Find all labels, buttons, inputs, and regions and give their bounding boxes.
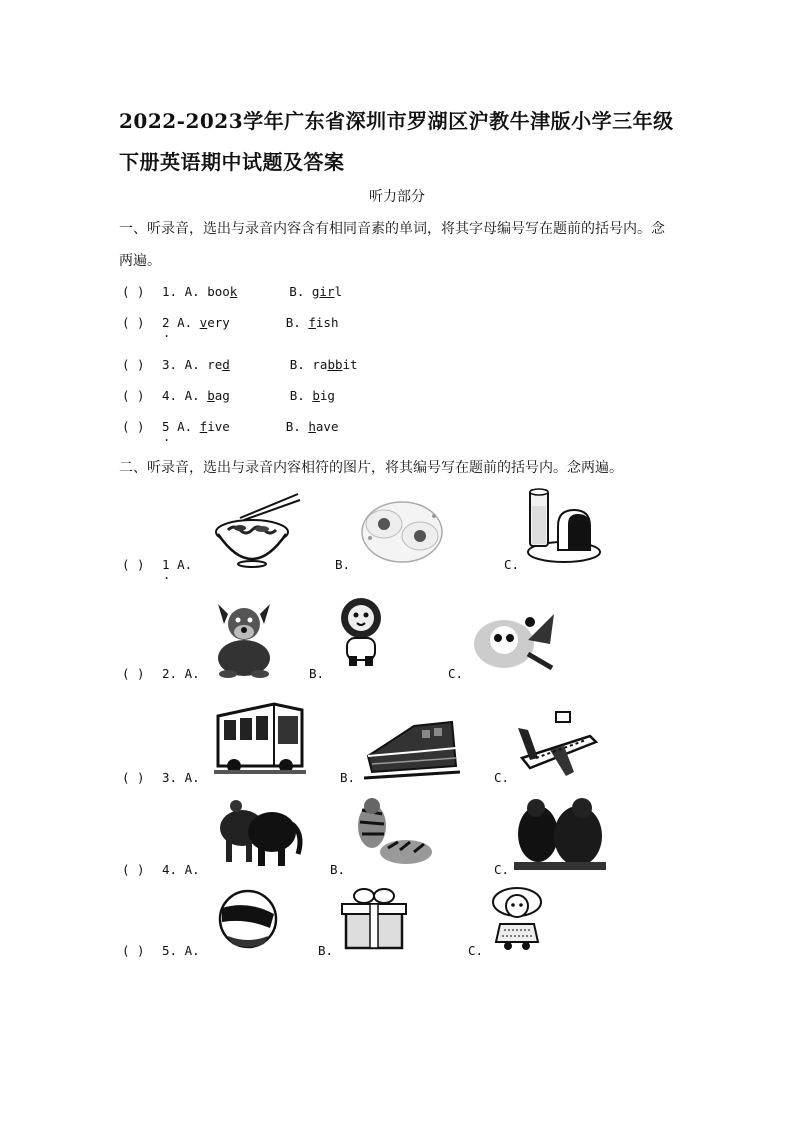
phonics-question [122, 388, 335, 403]
option-c-label: C. [494, 862, 510, 877]
underlined-letters: v [199, 315, 208, 330]
underlined-letters: f [199, 419, 208, 434]
lion-icon [336, 596, 386, 668]
ball-icon [212, 888, 284, 950]
option-b-label: B. [318, 943, 334, 958]
phonics-question [122, 357, 358, 372]
question-number: 4. [162, 388, 178, 403]
answer-blank: ( ) [122, 284, 145, 299]
word-part: it [342, 357, 358, 372]
noodles-icon [210, 488, 302, 568]
option-label: B. [289, 284, 305, 299]
option-label: A. [184, 357, 200, 372]
question-number: 2. [162, 666, 178, 681]
word-part: g [311, 284, 320, 299]
option-label: A. [184, 388, 200, 403]
phonics-question [122, 315, 338, 330]
eggs-icon [358, 496, 448, 566]
picture-question-2 [122, 666, 200, 681]
underlined-letters: ir [319, 284, 335, 299]
part2-instruction: 二、听录音，选出与录音内容相符的图片，将其编号写在题前的括号内。念两遍。 [119, 460, 623, 476]
question-number: 2 . [162, 315, 170, 330]
underlined-letters: b [312, 388, 320, 403]
part1-instruction-line-1: 一、听录音，选出与录音内容含有相同音素的单词，将其字母编号写在题前的括号内。念 [119, 221, 665, 237]
dog-icon [212, 598, 276, 678]
underlined-letters: f [308, 315, 316, 330]
tiger-icon [350, 796, 434, 868]
phonics-question [122, 419, 338, 434]
question-number: 1. [162, 284, 178, 299]
word-part: l [334, 284, 343, 299]
answer-blank: ( ) [122, 357, 145, 372]
option-label: A. [184, 770, 200, 785]
option-c-label: C. [448, 666, 464, 681]
option-label: A. [184, 943, 200, 958]
option-b-label: B. [335, 557, 351, 572]
option-b-label: B. [309, 666, 325, 681]
word-part: ave [315, 419, 339, 434]
panda-icon [468, 600, 560, 674]
option-label: A. [184, 666, 200, 681]
plane-icon [516, 702, 598, 778]
picture-question-4 [122, 862, 200, 877]
answer-blank: ( ) [122, 770, 145, 785]
picture-question-5 [122, 943, 200, 958]
question-number: 5. [162, 943, 178, 958]
underlined-letters: b [207, 388, 215, 403]
bear-icon [514, 798, 606, 872]
word-part: ag [214, 388, 230, 403]
underlined-letters: d [222, 357, 230, 372]
section-heading: 听力部分 [369, 189, 425, 205]
option-label: A. [177, 315, 193, 330]
answer-blank: ( ) [122, 943, 145, 958]
underlined-letters: h [308, 419, 316, 434]
answer-blank: ( ) [122, 862, 145, 877]
option-b-label: B. [340, 770, 356, 785]
option-c-label: C. [468, 943, 484, 958]
gift-icon [338, 886, 410, 952]
option-label: A. [177, 419, 193, 434]
answer-blank: ( ) [122, 666, 145, 681]
train-icon [364, 712, 460, 782]
underlined-letters: bb [327, 357, 343, 372]
option-label: B. [285, 315, 301, 330]
word-part: ive [207, 419, 230, 434]
phonics-question [122, 284, 342, 299]
picture-question-3 [122, 770, 200, 785]
word-part: ig [319, 388, 335, 403]
bus-icon [214, 700, 306, 776]
answer-blank: ( ) [122, 315, 145, 330]
doll-icon [486, 884, 548, 950]
part1-instruction-line-2: 两遍。 [119, 253, 161, 269]
option-label: B. [289, 388, 305, 403]
option-c-label: C. [494, 770, 510, 785]
question-number: 5 . [162, 419, 170, 434]
picture-question-1 [122, 557, 192, 572]
question-number: 3. [162, 770, 178, 785]
answer-blank: ( ) [122, 557, 145, 572]
word-part: ery [207, 315, 230, 330]
elephant-icon [212, 794, 304, 868]
question-number: 3. [162, 357, 178, 372]
word-part: ra [312, 357, 328, 372]
option-label: B. [285, 419, 301, 434]
word-part: boo [207, 284, 230, 299]
answer-blank: ( ) [122, 388, 145, 403]
question-number: 4. [162, 862, 178, 877]
option-c-label: C. [504, 557, 520, 572]
underlined-letters: k [229, 284, 238, 299]
milk-bread-icon [524, 486, 604, 566]
exam-title-line-1: 2022-2023学年广东省深圳市罗湖区沪教牛津版小学三年级 [119, 109, 674, 133]
exam-title-line-2: 下册英语期中试题及答案 [119, 150, 345, 174]
option-label: A. [184, 284, 200, 299]
answer-blank: ( ) [122, 419, 145, 434]
word-part: ish [315, 315, 339, 330]
option-label: A. [177, 557, 193, 572]
question-number: 1 . [162, 557, 170, 572]
option-label: B. [289, 357, 305, 372]
option-b-label: B. [330, 862, 346, 877]
option-label: A. [184, 862, 200, 877]
word-part: re [207, 357, 223, 372]
